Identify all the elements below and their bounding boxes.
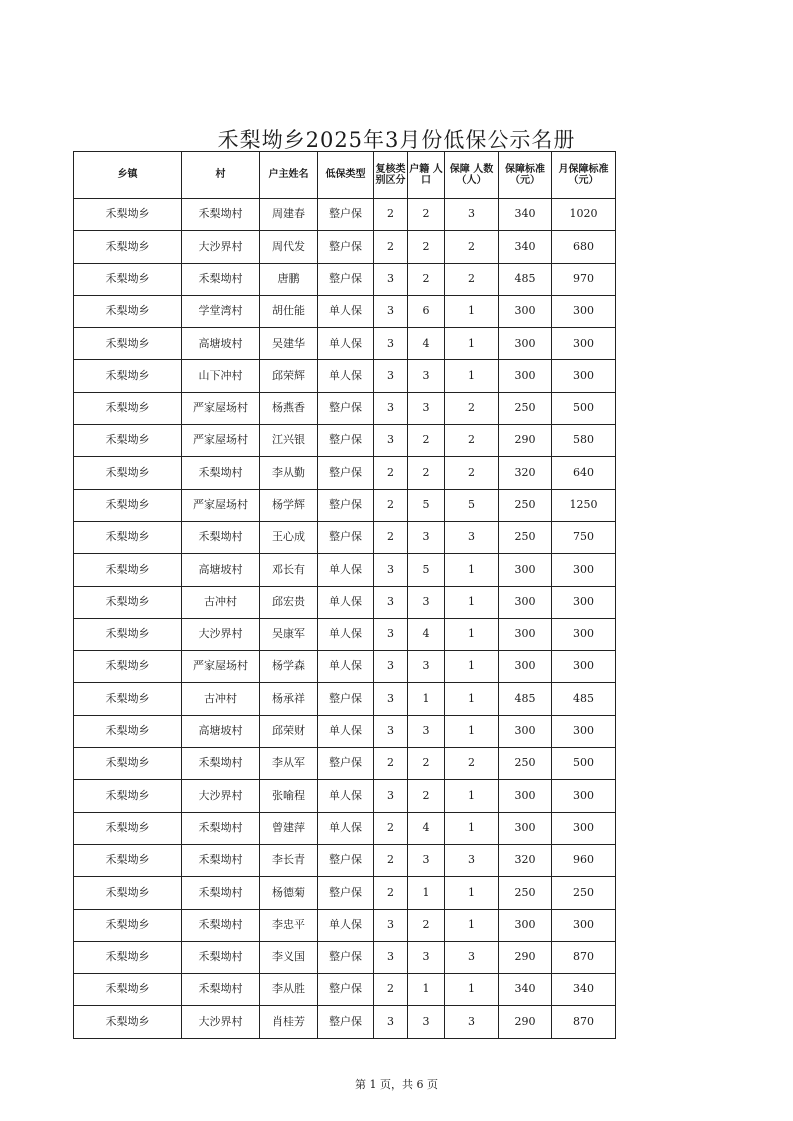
table-row (74, 263, 616, 295)
cell-registered-population: 4 (408, 812, 445, 844)
cell-town: 禾梨坳乡 (74, 651, 182, 683)
cell-covered-persons: 1 (445, 651, 499, 683)
cell-welfare-type: 整户保 (318, 199, 374, 231)
cell-review-category: 3 (374, 683, 408, 715)
cell-covered-persons: 1 (445, 812, 499, 844)
header-support-standard: 保障标准（元） (499, 152, 552, 199)
cell-household-head: 周代发 (260, 231, 318, 263)
cell-village: 大沙界村 (182, 1006, 260, 1038)
cell-support-standard: 300 (499, 618, 552, 650)
cell-registered-population: 2 (408, 263, 445, 295)
cell-village: 古冲村 (182, 683, 260, 715)
cell-review-category: 3 (374, 263, 408, 295)
cell-welfare-type: 整户保 (318, 521, 374, 553)
cell-registered-population: 2 (408, 780, 445, 812)
cell-welfare-type: 整户保 (318, 425, 374, 457)
cell-monthly-standard: 500 (552, 748, 616, 780)
cell-monthly-standard: 250 (552, 877, 616, 909)
cell-household-head: 杨学辉 (260, 489, 318, 521)
cell-household-head: 邱荣财 (260, 715, 318, 747)
cell-town: 禾梨坳乡 (74, 554, 182, 586)
cell-town: 禾梨坳乡 (74, 844, 182, 876)
cell-town: 禾梨坳乡 (74, 489, 182, 521)
cell-support-standard: 340 (499, 231, 552, 263)
cell-monthly-standard: 300 (552, 909, 616, 941)
cell-monthly-standard: 300 (552, 586, 616, 618)
cell-village: 禾梨坳村 (182, 199, 260, 231)
cell-covered-persons: 5 (445, 489, 499, 521)
header-village: 村 (182, 152, 260, 199)
cell-household-head: 周建春 (260, 199, 318, 231)
page-footer: 第 1 页，共 6 页 (355, 1078, 438, 1091)
cell-household-head: 胡仕能 (260, 295, 318, 327)
header-town: 乡镇 (74, 152, 182, 199)
cell-monthly-standard: 300 (552, 651, 616, 683)
cell-welfare-type: 整户保 (318, 457, 374, 489)
cell-village: 禾梨坳村 (182, 909, 260, 941)
cell-household-head: 杨承祥 (260, 683, 318, 715)
cell-support-standard: 300 (499, 651, 552, 683)
cell-village: 严家屋场村 (182, 425, 260, 457)
cell-welfare-type: 单人保 (318, 909, 374, 941)
cell-review-category: 3 (374, 425, 408, 457)
cell-covered-persons: 1 (445, 780, 499, 812)
cell-monthly-standard: 1020 (552, 199, 616, 231)
cell-household-head: 邓长有 (260, 554, 318, 586)
cell-household-head: 邱荣辉 (260, 360, 318, 392)
cell-registered-population: 2 (408, 748, 445, 780)
table-row (74, 618, 616, 650)
cell-support-standard: 300 (499, 554, 552, 586)
cell-covered-persons: 2 (445, 748, 499, 780)
cell-town: 禾梨坳乡 (74, 425, 182, 457)
table-row (74, 715, 616, 747)
cell-household-head: 唐鹏 (260, 263, 318, 295)
cell-covered-persons: 1 (445, 360, 499, 392)
cell-monthly-standard: 300 (552, 328, 616, 360)
cell-household-head: 曾建萍 (260, 812, 318, 844)
cell-review-category: 3 (374, 554, 408, 586)
cell-review-category: 2 (374, 812, 408, 844)
cell-town: 禾梨坳乡 (74, 715, 182, 747)
cell-welfare-type: 单人保 (318, 295, 374, 327)
cell-monthly-standard: 300 (552, 780, 616, 812)
cell-covered-persons: 3 (445, 844, 499, 876)
cell-town: 禾梨坳乡 (74, 295, 182, 327)
cell-registered-population: 3 (408, 844, 445, 876)
cell-review-category: 3 (374, 780, 408, 812)
cell-support-standard: 300 (499, 780, 552, 812)
cell-town: 禾梨坳乡 (74, 780, 182, 812)
cell-household-head: 王心成 (260, 521, 318, 553)
cell-covered-persons: 1 (445, 554, 499, 586)
cell-village: 高塘坡村 (182, 554, 260, 586)
cell-household-head: 杨燕香 (260, 392, 318, 424)
cell-review-category: 2 (374, 489, 408, 521)
table-row (74, 489, 616, 521)
cell-town: 禾梨坳乡 (74, 1006, 182, 1038)
cell-household-head: 邱宏贵 (260, 586, 318, 618)
cell-support-standard: 290 (499, 941, 552, 973)
cell-town: 禾梨坳乡 (74, 877, 182, 909)
cell-household-head: 张喻程 (260, 780, 318, 812)
cell-household-head: 李义国 (260, 941, 318, 973)
cell-village: 严家屋场村 (182, 392, 260, 424)
cell-town: 禾梨坳乡 (74, 586, 182, 618)
cell-support-standard: 250 (499, 489, 552, 521)
cell-review-category: 2 (374, 457, 408, 489)
cell-registered-population: 2 (408, 231, 445, 263)
cell-town: 禾梨坳乡 (74, 683, 182, 715)
cell-review-category: 3 (374, 1006, 408, 1038)
cell-covered-persons: 3 (445, 941, 499, 973)
cell-welfare-type: 整户保 (318, 263, 374, 295)
cell-household-head: 李从胜 (260, 974, 318, 1006)
cell-registered-population: 2 (408, 457, 445, 489)
cell-registered-population: 3 (408, 360, 445, 392)
cell-review-category: 2 (374, 877, 408, 909)
table-body (74, 199, 616, 1039)
table-row (74, 295, 616, 327)
cell-covered-persons: 1 (445, 328, 499, 360)
cell-welfare-type: 单人保 (318, 715, 374, 747)
cell-review-category: 3 (374, 295, 408, 327)
cell-welfare-type: 整户保 (318, 748, 374, 780)
cell-registered-population: 5 (408, 489, 445, 521)
table-header-row (74, 152, 616, 199)
cell-review-category: 2 (374, 521, 408, 553)
cell-registered-population: 3 (408, 941, 445, 973)
cell-registered-population: 6 (408, 295, 445, 327)
cell-household-head: 李从勤 (260, 457, 318, 489)
welfare-roster-table (73, 151, 616, 1039)
cell-welfare-type: 单人保 (318, 360, 374, 392)
cell-monthly-standard: 300 (552, 554, 616, 586)
table-row (74, 586, 616, 618)
cell-village: 古冲村 (182, 586, 260, 618)
cell-monthly-standard: 485 (552, 683, 616, 715)
cell-town: 禾梨坳乡 (74, 199, 182, 231)
cell-town: 禾梨坳乡 (74, 941, 182, 973)
cell-support-standard: 340 (499, 199, 552, 231)
cell-monthly-standard: 500 (552, 392, 616, 424)
cell-registered-population: 3 (408, 392, 445, 424)
cell-village: 山下冲村 (182, 360, 260, 392)
cell-welfare-type: 整户保 (318, 844, 374, 876)
cell-household-head: 李长青 (260, 844, 318, 876)
cell-village: 高塘坡村 (182, 328, 260, 360)
table-row (74, 651, 616, 683)
cell-review-category: 3 (374, 618, 408, 650)
cell-covered-persons: 2 (445, 231, 499, 263)
table-row (74, 780, 616, 812)
cell-monthly-standard: 970 (552, 263, 616, 295)
cell-village: 禾梨坳村 (182, 941, 260, 973)
cell-town: 禾梨坳乡 (74, 909, 182, 941)
cell-support-standard: 300 (499, 586, 552, 618)
cell-household-head: 李忠平 (260, 909, 318, 941)
table-row (74, 909, 616, 941)
cell-registered-population: 4 (408, 618, 445, 650)
cell-support-standard: 485 (499, 683, 552, 715)
cell-registered-population: 2 (408, 909, 445, 941)
cell-welfare-type: 单人保 (318, 554, 374, 586)
cell-monthly-standard: 870 (552, 941, 616, 973)
header-welfare-type: 低保类型 (318, 152, 374, 199)
cell-town: 禾梨坳乡 (74, 392, 182, 424)
table-row (74, 521, 616, 553)
cell-review-category: 3 (374, 360, 408, 392)
table-row (74, 844, 616, 876)
cell-household-head: 江兴银 (260, 425, 318, 457)
cell-registered-population: 2 (408, 425, 445, 457)
cell-monthly-standard: 300 (552, 295, 616, 327)
cell-monthly-standard: 750 (552, 521, 616, 553)
cell-village: 学堂湾村 (182, 295, 260, 327)
cell-support-standard: 320 (499, 457, 552, 489)
table-row (74, 360, 616, 392)
cell-town: 禾梨坳乡 (74, 231, 182, 263)
cell-town: 禾梨坳乡 (74, 618, 182, 650)
cell-town: 禾梨坳乡 (74, 457, 182, 489)
cell-review-category: 3 (374, 941, 408, 973)
cell-covered-persons: 3 (445, 1006, 499, 1038)
table-row (74, 683, 616, 715)
cell-household-head: 杨学森 (260, 651, 318, 683)
cell-covered-persons: 1 (445, 715, 499, 747)
cell-review-category: 3 (374, 651, 408, 683)
cell-village: 禾梨坳村 (182, 748, 260, 780)
cell-review-category: 2 (374, 974, 408, 1006)
cell-covered-persons: 1 (445, 974, 499, 1006)
table-row (74, 812, 616, 844)
cell-registered-population: 3 (408, 715, 445, 747)
cell-registered-population: 2 (408, 199, 445, 231)
cell-support-standard: 320 (499, 844, 552, 876)
table-row (74, 941, 616, 973)
cell-household-head: 杨德菊 (260, 877, 318, 909)
cell-village: 禾梨坳村 (182, 812, 260, 844)
cell-support-standard: 300 (499, 360, 552, 392)
page-title: 禾梨坳乡2025年3月份低保公示名册 (217, 128, 576, 152)
cell-review-category: 3 (374, 586, 408, 618)
cell-review-category: 3 (374, 715, 408, 747)
cell-village: 严家屋场村 (182, 489, 260, 521)
cell-covered-persons: 1 (445, 909, 499, 941)
cell-registered-population: 3 (408, 1006, 445, 1038)
cell-support-standard: 250 (499, 877, 552, 909)
cell-registered-population: 3 (408, 521, 445, 553)
cell-registered-population: 1 (408, 877, 445, 909)
cell-welfare-type: 单人保 (318, 586, 374, 618)
cell-support-standard: 290 (499, 425, 552, 457)
cell-welfare-type: 整户保 (318, 941, 374, 973)
header-review-category: 复核类别区分 (374, 152, 408, 199)
cell-welfare-type: 整户保 (318, 683, 374, 715)
cell-support-standard: 300 (499, 295, 552, 327)
cell-registered-population: 3 (408, 586, 445, 618)
cell-monthly-standard: 960 (552, 844, 616, 876)
cell-support-standard: 250 (499, 392, 552, 424)
table-row (74, 748, 616, 780)
cell-covered-persons: 1 (445, 295, 499, 327)
table-row (74, 974, 616, 1006)
cell-household-head: 李从军 (260, 748, 318, 780)
cell-registered-population: 4 (408, 328, 445, 360)
cell-town: 禾梨坳乡 (74, 974, 182, 1006)
cell-welfare-type: 整户保 (318, 974, 374, 1006)
cell-support-standard: 300 (499, 812, 552, 844)
cell-village: 禾梨坳村 (182, 974, 260, 1006)
header-monthly-standard: 月保障标准（元） (552, 152, 616, 199)
cell-covered-persons: 2 (445, 425, 499, 457)
cell-welfare-type: 单人保 (318, 618, 374, 650)
cell-review-category: 3 (374, 392, 408, 424)
cell-welfare-type: 整户保 (318, 231, 374, 263)
table-row (74, 877, 616, 909)
cell-support-standard: 340 (499, 974, 552, 1006)
cell-support-standard: 300 (499, 715, 552, 747)
cell-welfare-type: 单人保 (318, 651, 374, 683)
cell-village: 严家屋场村 (182, 651, 260, 683)
cell-welfare-type: 整户保 (318, 1006, 374, 1038)
cell-welfare-type: 整户保 (318, 392, 374, 424)
cell-town: 禾梨坳乡 (74, 263, 182, 295)
cell-village: 高塘坡村 (182, 715, 260, 747)
cell-registered-population: 1 (408, 974, 445, 1006)
cell-village: 禾梨坳村 (182, 263, 260, 295)
cell-registered-population: 3 (408, 651, 445, 683)
table-row (74, 199, 616, 231)
cell-welfare-type: 单人保 (318, 328, 374, 360)
cell-monthly-standard: 300 (552, 618, 616, 650)
table-row (74, 328, 616, 360)
cell-covered-persons: 2 (445, 392, 499, 424)
cell-village: 大沙界村 (182, 231, 260, 263)
cell-review-category: 2 (374, 844, 408, 876)
cell-monthly-standard: 300 (552, 715, 616, 747)
cell-household-head: 吴康军 (260, 618, 318, 650)
cell-registered-population: 1 (408, 683, 445, 715)
cell-review-category: 3 (374, 909, 408, 941)
cell-village: 禾梨坳村 (182, 521, 260, 553)
cell-village: 禾梨坳村 (182, 844, 260, 876)
cell-town: 禾梨坳乡 (74, 360, 182, 392)
cell-monthly-standard: 300 (552, 812, 616, 844)
cell-town: 禾梨坳乡 (74, 748, 182, 780)
cell-support-standard: 250 (499, 521, 552, 553)
cell-monthly-standard: 870 (552, 1006, 616, 1038)
cell-review-category: 2 (374, 231, 408, 263)
table-row (74, 457, 616, 489)
cell-welfare-type: 单人保 (318, 780, 374, 812)
cell-review-category: 3 (374, 328, 408, 360)
cell-town: 禾梨坳乡 (74, 812, 182, 844)
table-row (74, 554, 616, 586)
cell-review-category: 2 (374, 748, 408, 780)
cell-village: 大沙界村 (182, 780, 260, 812)
cell-registered-population: 5 (408, 554, 445, 586)
cell-monthly-standard: 580 (552, 425, 616, 457)
cell-monthly-standard: 640 (552, 457, 616, 489)
table-row (74, 1006, 616, 1038)
cell-covered-persons: 1 (445, 586, 499, 618)
cell-village: 禾梨坳村 (182, 877, 260, 909)
cell-support-standard: 290 (499, 1006, 552, 1038)
cell-monthly-standard: 1250 (552, 489, 616, 521)
cell-monthly-standard: 680 (552, 231, 616, 263)
cell-covered-persons: 3 (445, 521, 499, 553)
cell-support-standard: 485 (499, 263, 552, 295)
cell-welfare-type: 整户保 (318, 489, 374, 521)
header-covered-persons: 保障 人数（人） (445, 152, 499, 199)
cell-town: 禾梨坳乡 (74, 328, 182, 360)
cell-covered-persons: 1 (445, 618, 499, 650)
cell-covered-persons: 1 (445, 877, 499, 909)
cell-village: 大沙界村 (182, 618, 260, 650)
cell-covered-persons: 3 (445, 199, 499, 231)
cell-welfare-type: 整户保 (318, 877, 374, 909)
cell-support-standard: 250 (499, 748, 552, 780)
cell-welfare-type: 单人保 (318, 812, 374, 844)
cell-town: 禾梨坳乡 (74, 521, 182, 553)
cell-covered-persons: 2 (445, 457, 499, 489)
cell-covered-persons: 1 (445, 683, 499, 715)
cell-support-standard: 300 (499, 328, 552, 360)
cell-village: 禾梨坳村 (182, 457, 260, 489)
table-row (74, 425, 616, 457)
header-registered-population: 户籍 人口 (408, 152, 445, 199)
header-household-head: 户主姓名 (260, 152, 318, 199)
cell-monthly-standard: 340 (552, 974, 616, 1006)
cell-household-head: 肖桂芳 (260, 1006, 318, 1038)
cell-household-head: 吴建华 (260, 328, 318, 360)
cell-covered-persons: 2 (445, 263, 499, 295)
cell-monthly-standard: 300 (552, 360, 616, 392)
table-row (74, 392, 616, 424)
cell-support-standard: 300 (499, 909, 552, 941)
table-row (74, 231, 616, 263)
cell-review-category: 2 (374, 199, 408, 231)
